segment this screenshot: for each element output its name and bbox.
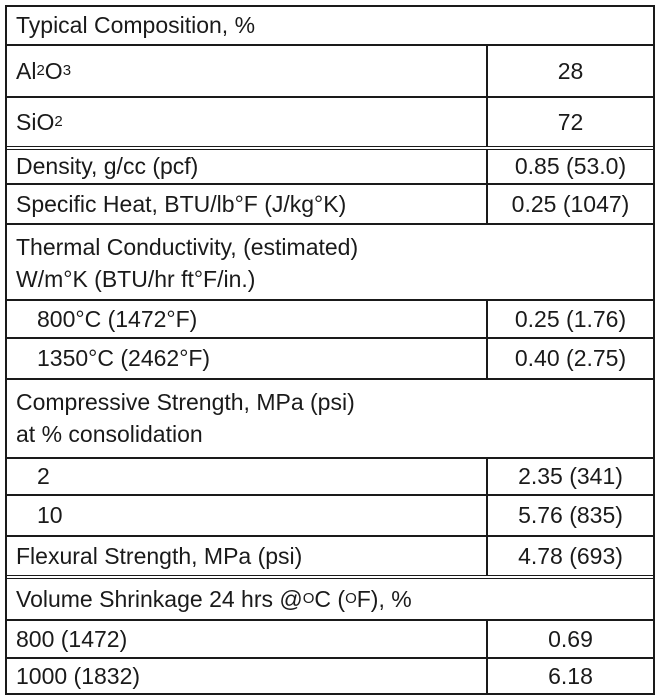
- thermal-conductivity-row: [7, 339, 653, 380]
- flexural-strength-value: 4.78 (693): [486, 537, 653, 575]
- density-label: Density, g/cc (pcf): [16, 153, 199, 179]
- compressive-strength-row: [7, 459, 653, 496]
- volume-shrinkage-label: Volume Shrinkage 24 hrs @ O C ( O F), %: [16, 585, 412, 612]
- volume-shrinkage-row: [7, 659, 653, 693]
- specific-heat-row: [7, 185, 653, 225]
- composition-header-row: [7, 7, 653, 46]
- compressive-strength-header-row: [7, 380, 653, 459]
- volume-shrinkage-header-row: [7, 579, 653, 621]
- sio2-label: SiO 2: [16, 108, 63, 135]
- consolidation-label: 10: [37, 502, 63, 528]
- shrinkage-value: 0.69: [486, 621, 653, 657]
- flexural-strength-row: [7, 537, 653, 579]
- thermal-conductivity-header-row: [7, 225, 653, 301]
- thermal-value: 0.25 (1.76): [486, 301, 653, 337]
- density-value: 0.85 (53.0): [486, 150, 653, 183]
- thermal-conductivity-label: Thermal Conductivity, (estimated) W/m°K (BTU/hr ft°F/in.): [16, 234, 359, 292]
- density-row: [7, 150, 653, 185]
- flexural-strength-label: Flexural Strength, MPa (psi): [16, 542, 303, 569]
- al2o3-value: 28: [486, 46, 653, 96]
- consolidation-label: 2: [37, 463, 50, 489]
- shrinkage-value: 6.18: [486, 659, 653, 693]
- sio2-row: [7, 98, 653, 150]
- thermal-value: 0.40 (2.75): [486, 339, 653, 378]
- al2o3-label: Al 2 O 3: [16, 57, 72, 84]
- sio2-value: 72: [486, 98, 653, 146]
- thermal-temp-label: 1350°C (2462°F): [37, 345, 211, 371]
- compressive-value: 2.35 (341): [486, 459, 653, 494]
- shrinkage-temp-label: 800 (1472): [16, 625, 128, 652]
- thermal-temp-label: 800°C (1472°F): [37, 305, 198, 332]
- shrinkage-temp-label: 1000 (1832): [16, 662, 141, 689]
- compressive-value: 5.76 (835): [486, 496, 653, 535]
- al2o3-row: [7, 46, 653, 98]
- compressive-strength-label: Compressive Strength, MPa (psi) at % consolidation: [16, 389, 355, 447]
- specific-heat-value: 0.25 (1047): [486, 185, 653, 223]
- thermal-conductivity-row: [7, 301, 653, 339]
- properties-table: [5, 5, 655, 695]
- composition-title: Typical Composition, %: [16, 12, 256, 38]
- volume-shrinkage-row: [7, 621, 653, 659]
- compressive-strength-row: [7, 496, 653, 537]
- specific-heat-label: Specific Heat, BTU/lb°F (J/kg°K): [16, 190, 347, 217]
